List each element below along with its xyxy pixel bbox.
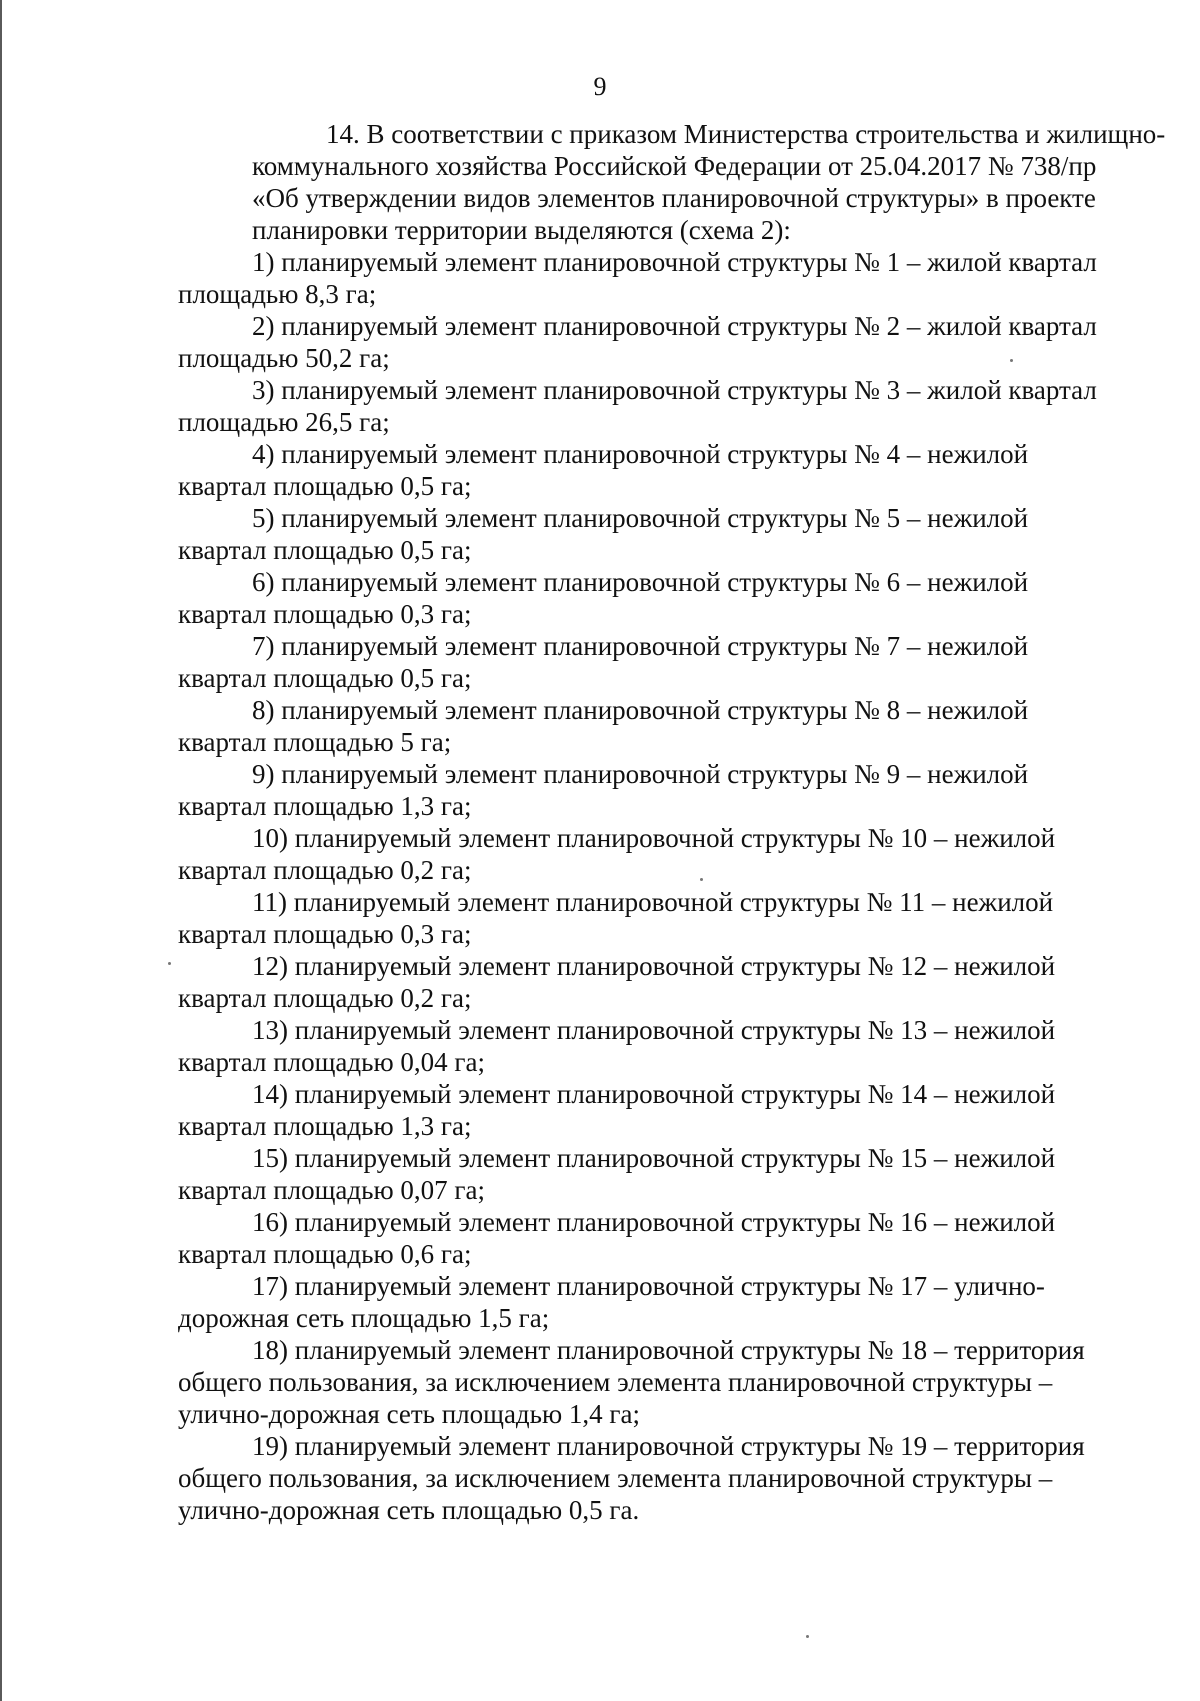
list-item-continuation-line: квартал площадью 5 га;: [178, 727, 452, 757]
list-item: [178, 822, 1121, 886]
intro-line: [178, 182, 1121, 214]
list-item-first-line: 12) планируемый элемент планировочной структуры № 12 – нежилой: [252, 951, 1056, 981]
list-item-first-line: 18) планируемый элемент планировочной структуры № 18 – территория: [252, 1335, 1085, 1365]
list-item-continuation-line: квартал площадью 1,3 га;: [178, 1111, 472, 1141]
list-item: [178, 374, 1121, 438]
list-item-continuation-line: квартал площадью 0,3 га;: [178, 919, 472, 949]
intro-line-text: 14. В соответствии с приказом Министерства строительства и жилищно-: [326, 119, 1166, 149]
list-of-elements: [178, 246, 1121, 1526]
list-item: [178, 246, 1121, 310]
list-item: [178, 694, 1121, 758]
list-item: [178, 886, 1121, 950]
scan-speck: [1010, 359, 1013, 362]
list-item-continuation-line: улично-дорожная сеть площадью 1,4 га;: [178, 1399, 640, 1429]
list-item-continuation-line: квартал площадью 0,07 га;: [178, 1175, 485, 1205]
list-item-continuation-line: квартал площадью 0,5 га;: [178, 535, 472, 565]
intro-line-text: «Об утверждении видов элементов планировочной структуры» в проекте: [252, 183, 1096, 213]
list-item-first-line: 4) планируемый элемент планировочной структуры № 4 – нежилой: [252, 439, 1029, 469]
intro-line: [178, 214, 1121, 246]
list-item-continuation-line: квартал площадью 0,6 га;: [178, 1239, 472, 1269]
list-item: [178, 1334, 1121, 1430]
list-item: [178, 1014, 1121, 1078]
list-item: [178, 950, 1121, 1014]
list-item-first-line: 1) планируемый элемент планировочной структуры № 1 – жилой квартал: [252, 247, 1097, 277]
list-item-first-line: 16) планируемый элемент планировочной структуры № 16 – нежилой: [252, 1207, 1056, 1237]
list-item-continuation-line: площадью 8,3 га;: [178, 279, 377, 309]
intro-line: [178, 150, 1121, 182]
list-item-first-line: 19) планируемый элемент планировочной структуры № 19 – территория: [252, 1431, 1085, 1461]
list-item-first-line: 6) планируемый элемент планировочной структуры № 6 – нежилой: [252, 567, 1029, 597]
list-item-first-line: 3) планируемый элемент планировочной структуры № 3 – жилой квартал: [252, 375, 1097, 405]
list-item-continuation-line: квартал площадью 0,2 га;: [178, 855, 472, 885]
document-body: [178, 118, 1166, 1526]
list-item-continuation-line: квартал площадью 1,3 га;: [178, 791, 472, 821]
intro-line-text: коммунального хозяйства Российской Федерации от 25.04.2017 № 738/пр: [252, 151, 1097, 181]
list-item-first-line: 17) планируемый элемент планировочной структуры № 17 – улично-: [252, 1271, 1045, 1301]
list-item-continuation-line: квартал площадью 0,2 га;: [178, 983, 472, 1013]
scan-edge: [0, 0, 2, 1701]
list-item: [178, 310, 1121, 374]
list-item-continuation-line: общего пользования, за исключением элемента планировочной структуры –: [178, 1463, 1053, 1493]
list-item: [178, 1078, 1121, 1142]
scan-speck: [700, 878, 703, 881]
intro-line-text: планировки территории выделяются (схема 2):: [252, 215, 791, 245]
list-item-continuation-line: квартал площадью 0,04 га;: [178, 1047, 485, 1077]
list-item-first-line: 5) планируемый элемент планировочной структуры № 5 – нежилой: [252, 503, 1029, 533]
list-item-continuation-line: площадью 26,5 га;: [178, 407, 390, 437]
scan-speck: [806, 1635, 809, 1638]
list-item: [178, 1142, 1121, 1206]
list-item: [178, 630, 1121, 694]
list-item-continuation-line: дорожная сеть площадью 1,5 га;: [178, 1303, 550, 1333]
list-item: [178, 566, 1121, 630]
list-item: [178, 758, 1121, 822]
list-item-first-line: 7) планируемый элемент планировочной структуры № 7 – нежилой: [252, 631, 1029, 661]
list-item-continuation-line: площадью 50,2 га;: [178, 343, 390, 373]
intro-line: [178, 118, 1166, 150]
list-item-continuation-line: общего пользования, за исключением элемента планировочной структуры –: [178, 1367, 1053, 1397]
list-item-first-line: 8) планируемый элемент планировочной структуры № 8 – нежилой: [252, 695, 1029, 725]
list-item-first-line: 14) планируемый элемент планировочной структуры № 14 – нежилой: [252, 1079, 1056, 1109]
scan-speck: [168, 962, 171, 965]
list-item-continuation-line: квартал площадью 0,3 га;: [178, 599, 472, 629]
list-item-continuation-line: улично-дорожная сеть площадью 0,5 га.: [178, 1495, 640, 1525]
list-item: [178, 1430, 1121, 1526]
list-item-continuation-line: квартал площадью 0,5 га;: [178, 471, 472, 501]
list-item-first-line: 9) планируемый элемент планировочной структуры № 9 – нежилой: [252, 759, 1029, 789]
list-item-first-line: 10) планируемый элемент планировочной структуры № 10 – нежилой: [252, 823, 1056, 853]
list-item-first-line: 15) планируемый элемент планировочной структуры № 15 – нежилой: [252, 1143, 1056, 1173]
list-item-continuation-line: квартал площадью 0,5 га;: [178, 663, 472, 693]
list-item: [178, 1270, 1121, 1334]
list-item: [178, 502, 1121, 566]
list-item: [178, 438, 1121, 502]
list-item-first-line: 2) планируемый элемент планировочной структуры № 2 – жилой квартал: [252, 311, 1097, 341]
intro-paragraph: [178, 118, 1166, 246]
page-number: 9: [593, 72, 607, 101]
list-item-first-line: 13) планируемый элемент планировочной структуры № 13 – нежилой: [252, 1015, 1056, 1045]
list-item: [178, 1206, 1121, 1270]
list-item-first-line: 11) планируемый элемент планировочной структуры № 11 – нежилой: [252, 887, 1054, 917]
